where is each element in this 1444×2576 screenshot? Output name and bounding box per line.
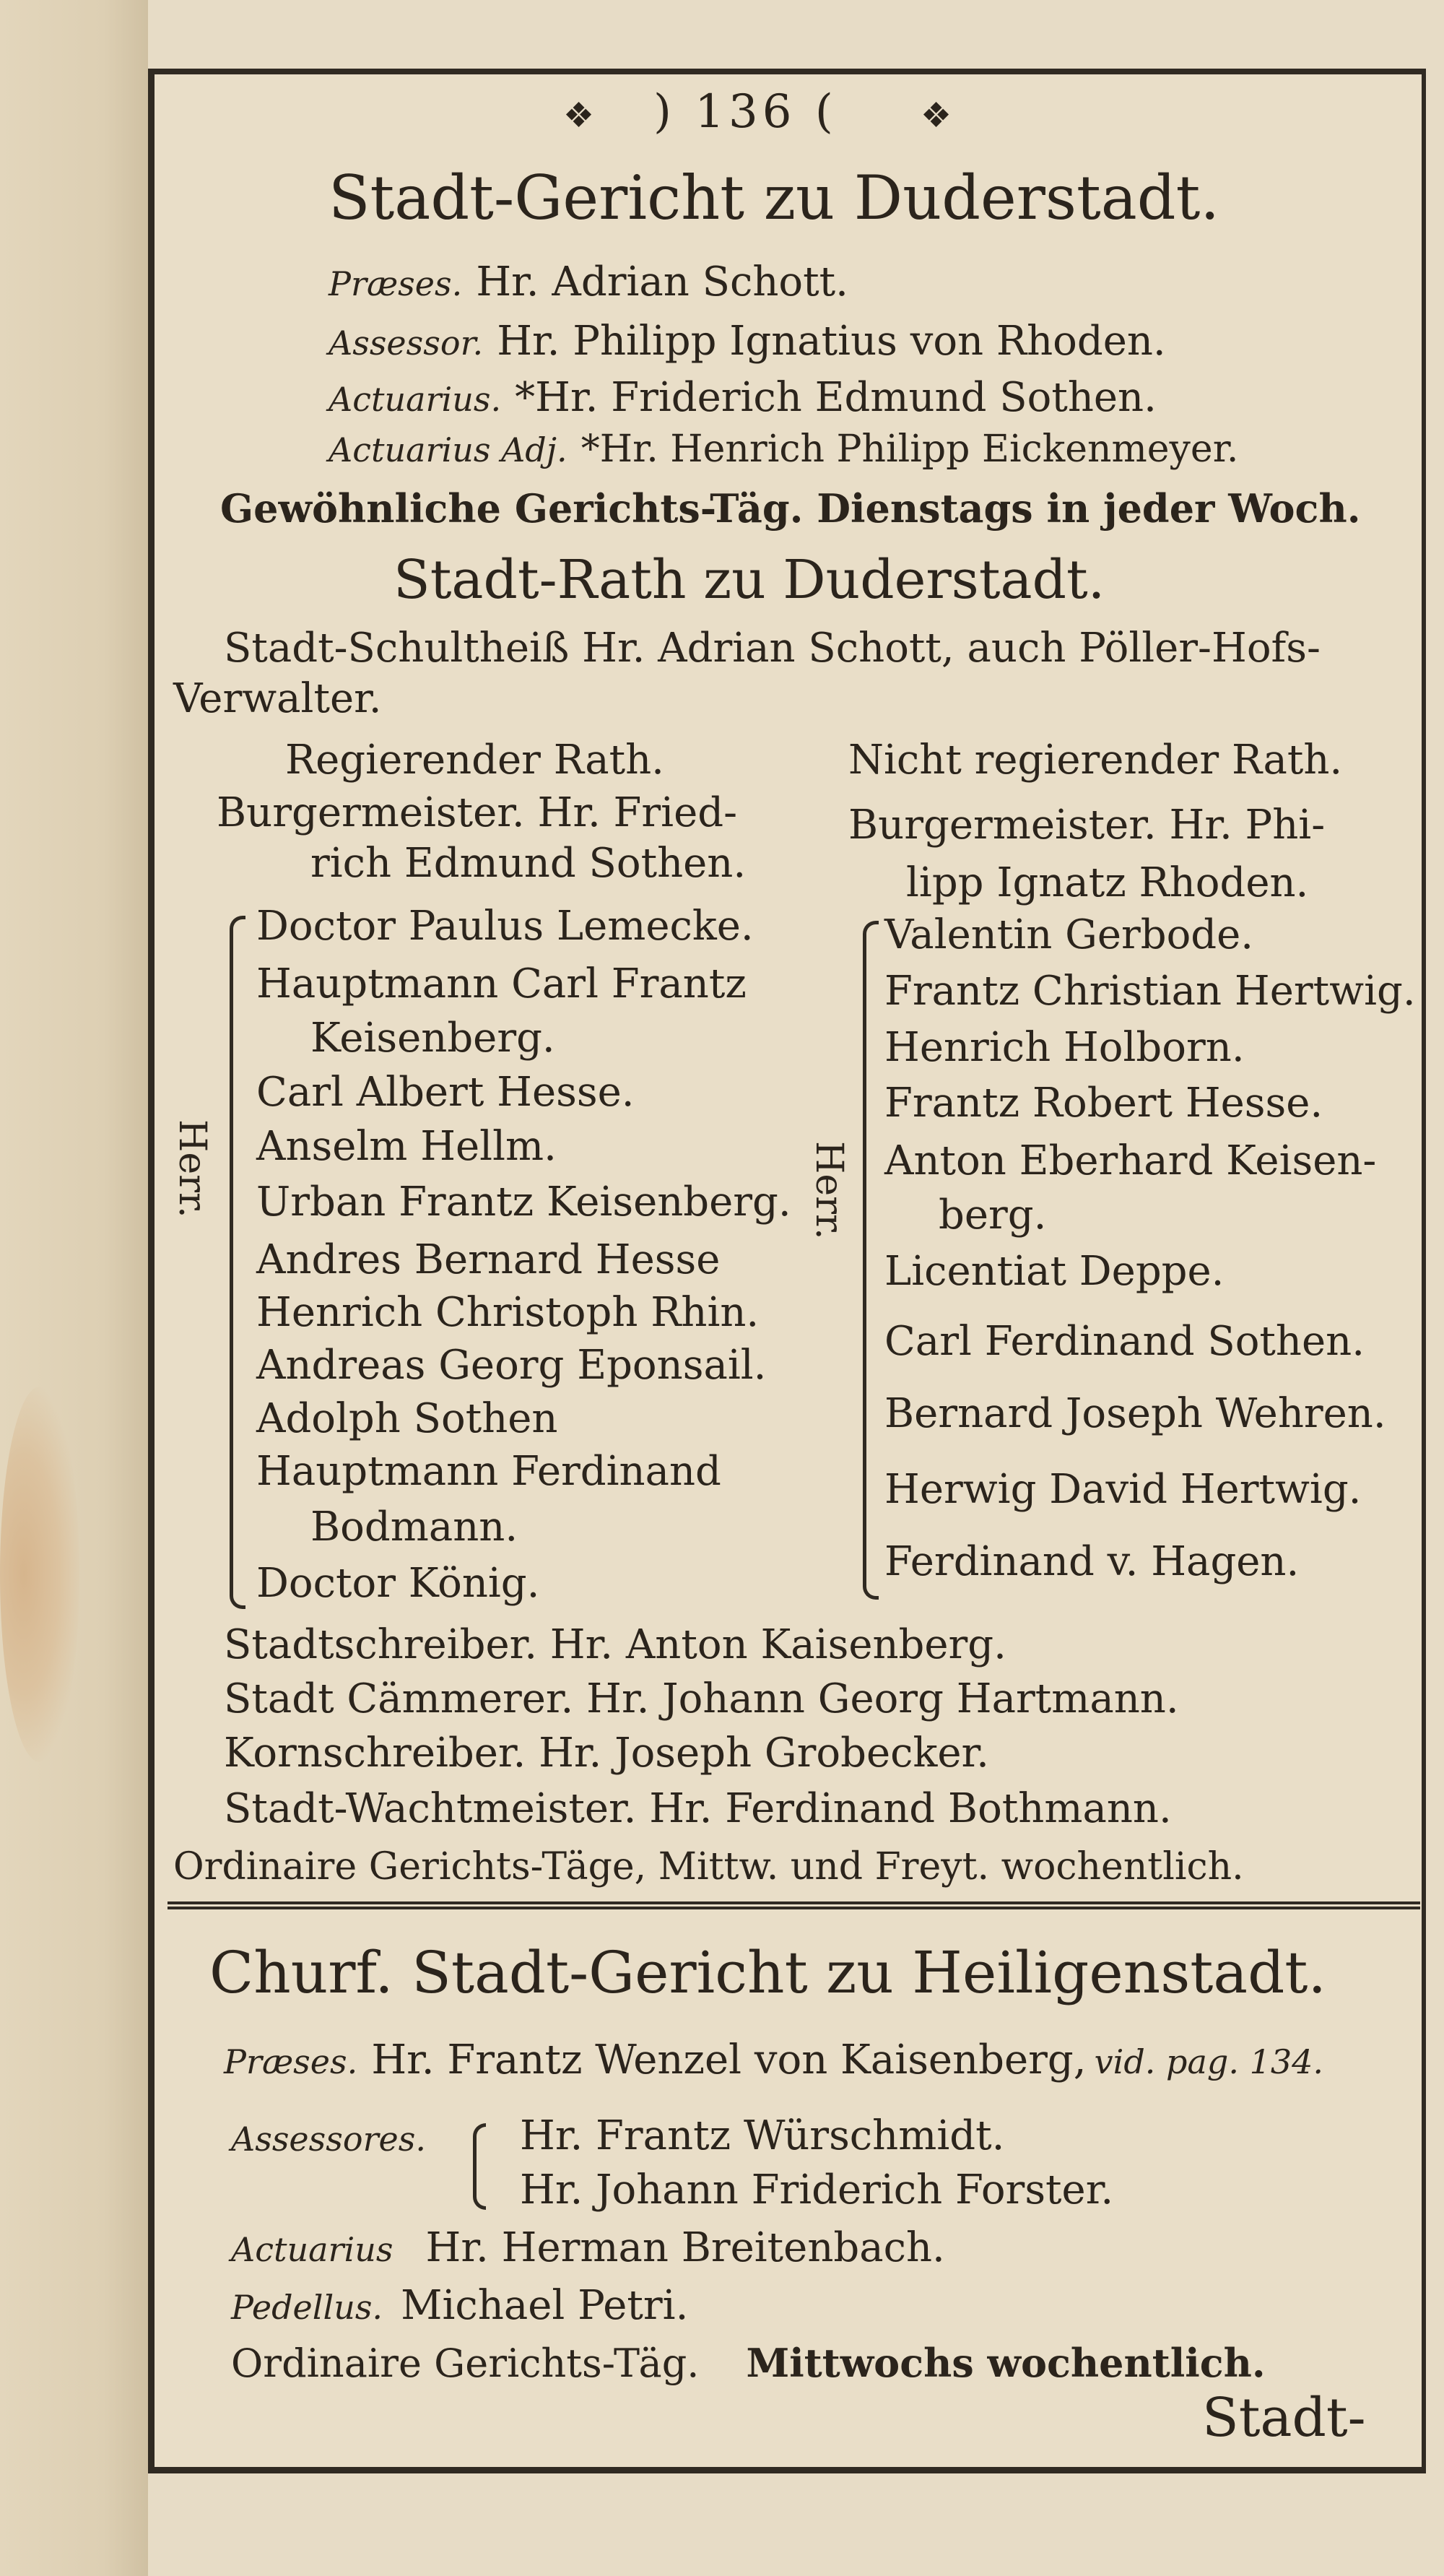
official-line: Stadtschreiber. Hr. Anton Kaisenberg. [224,1621,1006,1668]
list-item: Henrich Holborn. [884,1024,1245,1071]
page-reference: vid. pag. 134. [1094,2042,1324,2081]
section-title-stadtrath-duderstadt: Stadt-Rath zu Duderstadt. [393,549,1105,611]
left-mayor: Burgermeister. Hr. Fried- [217,789,737,836]
list-item: Hauptmann Carl Frantz [256,960,747,1007]
member-name: Hr. Adrian Schott. [476,259,848,305]
pedellus-line [231,2282,688,2329]
assessores-label: Assessores. [231,2120,427,2159]
assessor-name: Hr. Johann Friderich Forster. [520,2167,1114,2213]
right-mayor: Burgermeister. Hr. Phi- [848,802,1326,849]
member-name: *Hr. Henrich Philipp Eickenmeyer. [580,428,1239,471]
list-item: Frantz Christian Hertwig. [884,968,1416,1015]
role-label: Præses. [224,2042,358,2081]
role-label: Actuarius. [329,380,502,419]
role-label: Præses. [329,264,463,303]
official-line: Stadt-Wachtmeister. Hr. Ferdinand Bothmann. [224,1785,1172,1832]
list-item: Henrich Christoph Rhin. [256,1289,760,1336]
court-days-text: Mittwochs wochentlich. [746,2340,1266,2386]
section-title-heiligenstadt: Churf. Stadt-Gericht zu Heiligenstadt. [209,1939,1326,2006]
list-item: Valentin Gerbode. [884,911,1254,958]
left-column-heading: Regierender Rath. [285,737,664,784]
list-item: Anton Eberhard Keisen- [884,1137,1377,1184]
role-label: Assessor. [329,324,484,363]
list-item: Carl Ferdinand Sothen. [884,1318,1365,1365]
herr-label-left: Herr. [170,1119,214,1218]
page-number: ) 136 ( [653,85,838,139]
paper-stain [0,1387,79,1762]
role-label: Actuarius Adj. [329,430,567,469]
right-mayor-cont: lipp Ignatz Rhoden. [906,859,1309,906]
list-item: Bodmann. [310,1504,518,1551]
ornament-right: ❖ [921,95,952,136]
right-column-heading: Nicht regierender Rath. [848,737,1343,784]
list-item: Frantz Robert Hesse. [884,1080,1323,1127]
court-days-heiligenstadt [231,2340,1266,2386]
list-item: Bernard Joseph Wehren. [884,1390,1386,1437]
section-title-stadtgericht-duderstadt: Stadt-Gericht zu Duderstadt. [329,162,1220,233]
list-item: Licentiat Deppe. [884,1248,1225,1295]
member-name: Hr. Herman Breitenbach. [425,2224,945,2271]
list-item: Doctor König. [256,1560,540,1607]
ornament-left: ❖ [563,95,595,136]
assessor-name: Hr. Frantz Würschmidt. [520,2112,1005,2159]
list-item: Ferdinand v. Hagen. [884,1538,1300,1585]
left-brace [230,916,245,1609]
court-days-label: Ordinaire Gerichts-Täg. [231,2341,700,2386]
court-days-rath: Ordinaire Gerichts-Täge, Mittw. und Freyt. wochentlich. [173,1845,1244,1888]
assessores-brace [473,2123,486,2210]
role-label: Pedellus. [231,2288,383,2327]
member-line [329,259,848,305]
member-line [329,318,1166,365]
praeses-line [224,2037,1323,2083]
list-item: Andreas Georg Eponsail. [256,1342,767,1389]
schultheiss-line: Stadt-Schultheiß Hr. Adrian Schott, auch Pöller-Hofs- [224,625,1321,672]
herr-label-right: Herr. [807,1141,851,1240]
list-item: Herwig David Hertwig. [884,1466,1362,1513]
member-name: Hr. Philipp Ignatius von Rhoden. [497,318,1166,365]
schultheiss-line-cont: Verwalter. [173,675,382,722]
member-name: Michael Petri. [401,2282,689,2329]
right-brace [863,921,879,1600]
member-name: *Hr. Friderich Edmund Sothen. [515,374,1157,421]
role-label: Actuarius [231,2230,393,2269]
list-item: Keisenberg. [310,1015,555,1062]
list-item: Urban Frantz Keisenberg. [256,1179,791,1226]
official-line: Kornschreiber. Hr. Joseph Grobecker. [224,1730,989,1777]
list-item: Hauptmann Ferdinand [256,1448,721,1495]
list-item: Doctor Paulus Lemecke. [256,903,754,950]
court-days: Gewöhnliche Gerichts-Täg. Dienstags in jeder Woch. [220,485,1361,532]
member-line [329,428,1238,471]
list-item: berg. [939,1192,1047,1239]
official-line: Stadt Cämmerer. Hr. Johann Georg Hartmann. [224,1675,1179,1722]
section-divider [168,1901,1420,1909]
list-item: Andres Bernard Hesse [256,1236,721,1283]
list-item: Anselm Hellm. [256,1123,557,1170]
member-line [329,374,1157,421]
left-mayor-cont: rich Edmund Sothen. [310,840,747,887]
catchword: Stadt- [1202,2387,1366,2449]
member-name: Hr. Frantz Wenzel von Kaisenberg, [371,2037,1087,2083]
actuarius-line [231,2224,945,2271]
page-margin [0,0,148,2576]
list-item: Carl Albert Hesse. [256,1069,635,1116]
list-item: Adolph Sothen [256,1395,558,1442]
